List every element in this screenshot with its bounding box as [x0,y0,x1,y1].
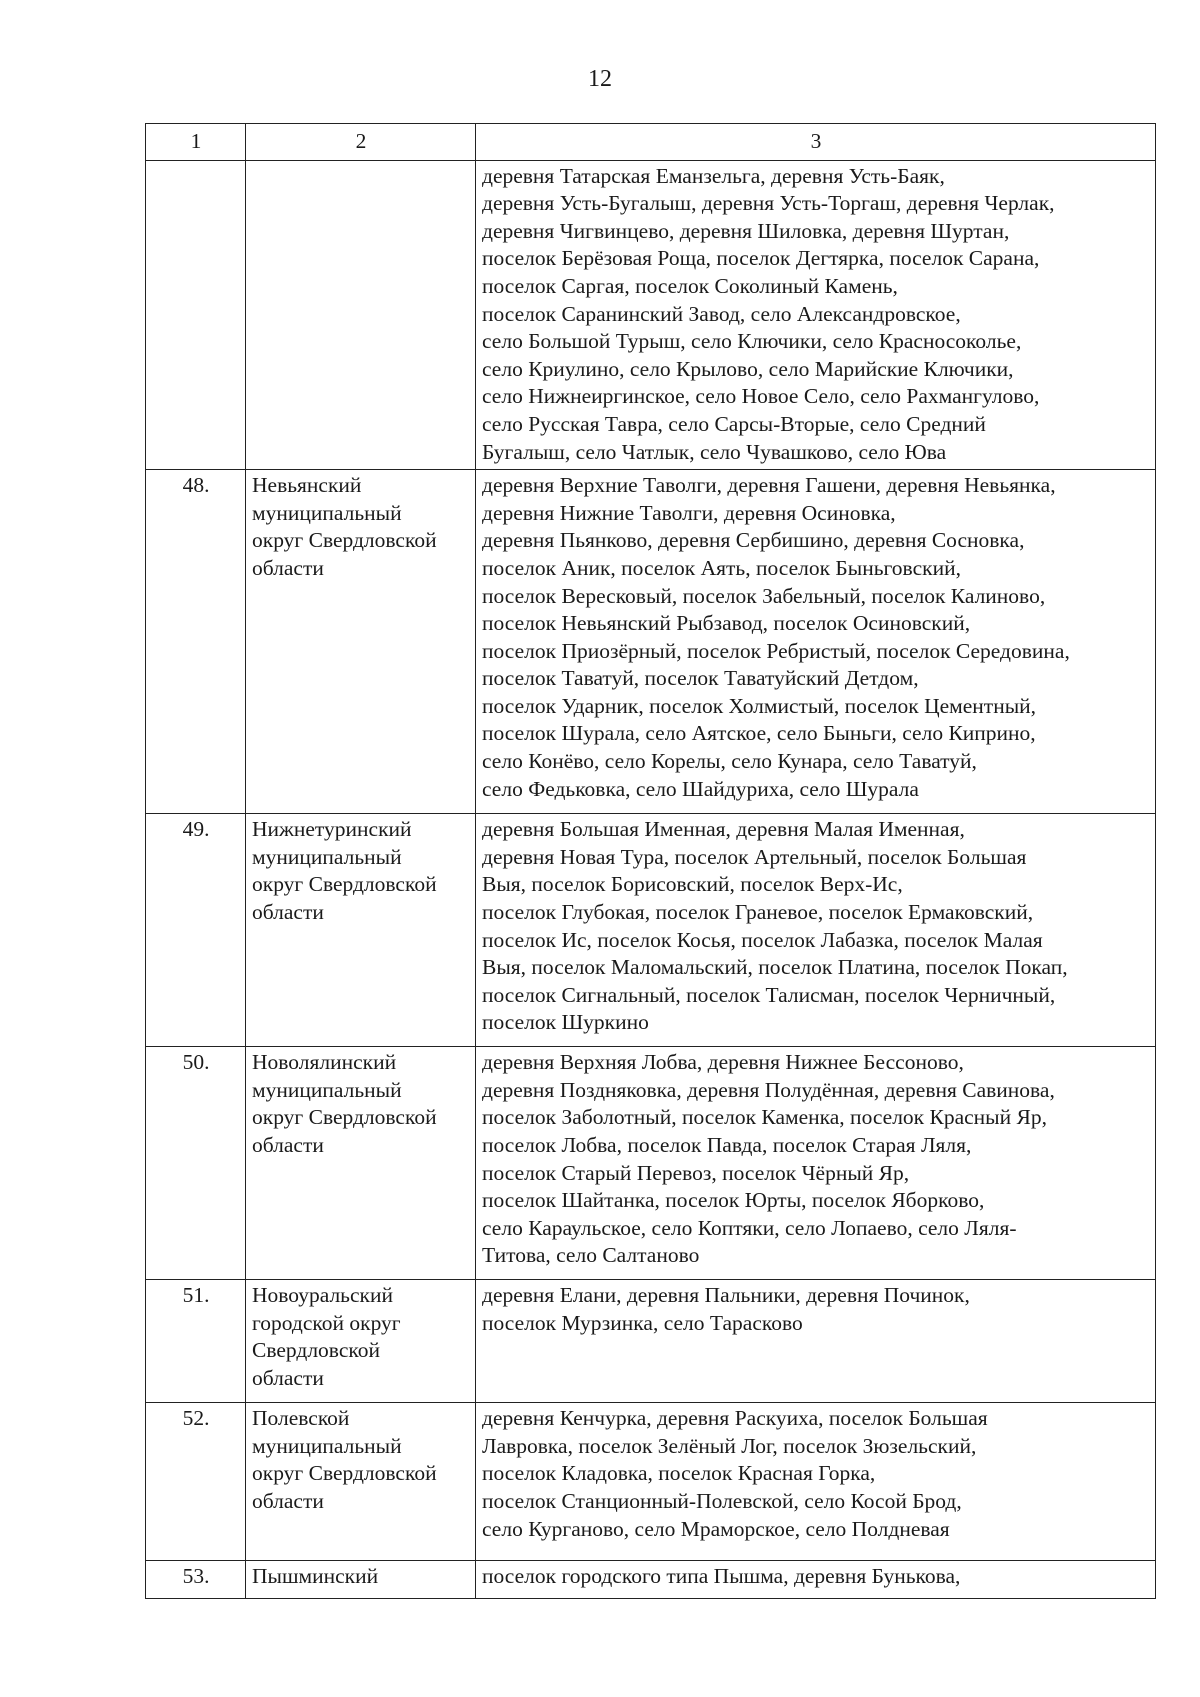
table-row [146,1047,1156,1280]
header-cell-district: 2 [246,124,476,161]
row-number: 50. [146,1047,246,1280]
table-row [146,1280,1156,1403]
district-name: Невьянский муниципальный округ Свердловской области [246,470,476,814]
district-name [246,160,476,470]
settlements-table [145,123,1156,1599]
header-cell-settlements: 3 [476,124,1156,161]
settlement-list: деревня Кенчурка, деревня Раскуиха, поселок Большая Лавровка, поселок Зелёный Лог, поселок Зюзельский, поселок Кладовка, поселок Красная Горка, поселок Станционный-Полевской, село Косой Брод, село Курганово, село Мраморское, село Полдневая [476,1403,1156,1561]
district-name: Пышминский [246,1561,476,1599]
settlement-list: деревня Верхняя Лобва, деревня Нижнее Бессоново, деревня Поздняковка, деревня Полудённая, деревня Савинова, поселок Заболотный, поселок Каменка, поселок Красный Яр, поселок Лобва, поселок Павда, поселок Старая Ляля, поселок Старый Перевоз, поселок Чёрный Яр, поселок Шайтанка, поселок Юрты, поселок Яборково, село Караульское, село Коптяки, село Лопаево, село Ляля- Титова, село Салтаново [476,1047,1156,1280]
table-row [146,470,1156,814]
settlement-list: деревня Елани, деревня Пальники, деревня Починок, поселок Мурзинка, село Тарасково [476,1280,1156,1403]
settlement-list: деревня Верхние Таволги, деревня Гашени, деревня Невьянка, деревня Нижние Таволги, деревня Осиновка, деревня Пьянково, деревня Сербишино, деревня Сосновка, поселок Аник, поселок Аять, поселок Быньговский, поселок Вересковый, поселок Забельный, поселок Калиново, поселок Невьянский Рыбзавод, поселок Осиновский, поселок Приозёрный, поселок Ребристый, поселок Середовина, поселок Таватуй, поселок Таватуйский Детдом, поселок Ударник, поселок Холмистый, поселок Цементный, поселок Шурала, село Аятское, село Быньги, село Киприно, село Конёво, село Корелы, село Кунара, село Таватуй, село Федьковка, село Шайдуриха, село Шурала [476,470,1156,814]
settlement-list: деревня Татарская Еманзельга, деревня Усть-Баяк, деревня Усть-Бугалыш, деревня Усть-Торгаш, деревня Черлак, деревня Чигвинцево, деревня Шиловка, деревня Шуртан, поселок Берёзовая Роща, поселок Дегтярка, поселок Сарана, поселок Саргая, поселок Соколиный Камень, поселок Саранинский Завод, село Александровское, село Большой Турыш, село Ключики, село Красносоколье, село Криулино, село Крылово, село Марийские Ключики, село Нижнеиргинское, село Новое Село, село Рахмангулово, село Русская Тавра, село Сарсы-Вторые, село Средний Бугалыш, село Чатлык, село Чувашково, село Юва [476,160,1156,470]
page-number: 12 [588,66,612,92]
row-number: 51. [146,1280,246,1403]
row-number [146,160,246,470]
settlement-list: поселок городского типа Пышма, деревня Бунькова, [476,1561,1156,1599]
district-name: Полевской муниципальный округ Свердловской области [246,1403,476,1561]
table-row [146,160,1156,470]
settlement-list: деревня Большая Именная, деревня Малая Именная, деревня Новая Тура, поселок Артельный, поселок Большая Выя, поселок Борисовский, поселок Верх-Ис, поселок Глубокая, поселок Граневое, поселок Ермаковский, поселок Ис, поселок Косья, поселок Лабазка, поселок Малая Выя, поселок Маломальский, поселок Платина, поселок Покап, поселок Сигнальный, поселок Талисман, поселок Черничный, поселок Шуркино [476,814,1156,1047]
header-cell-number: 1 [146,124,246,161]
district-name: Новолялинский муниципальный округ Свердловской области [246,1047,476,1280]
district-name: Нижнетуринский муниципальный округ Свердловской области [246,814,476,1047]
row-number: 48. [146,470,246,814]
table-row [146,814,1156,1047]
district-name: Новоуральский городской округ Свердловской области [246,1280,476,1403]
row-number: 49. [146,814,246,1047]
row-number: 53. [146,1561,246,1599]
table-header-row [146,124,1156,161]
table-row [146,1561,1156,1599]
row-number: 52. [146,1403,246,1561]
table-row [146,1403,1156,1561]
